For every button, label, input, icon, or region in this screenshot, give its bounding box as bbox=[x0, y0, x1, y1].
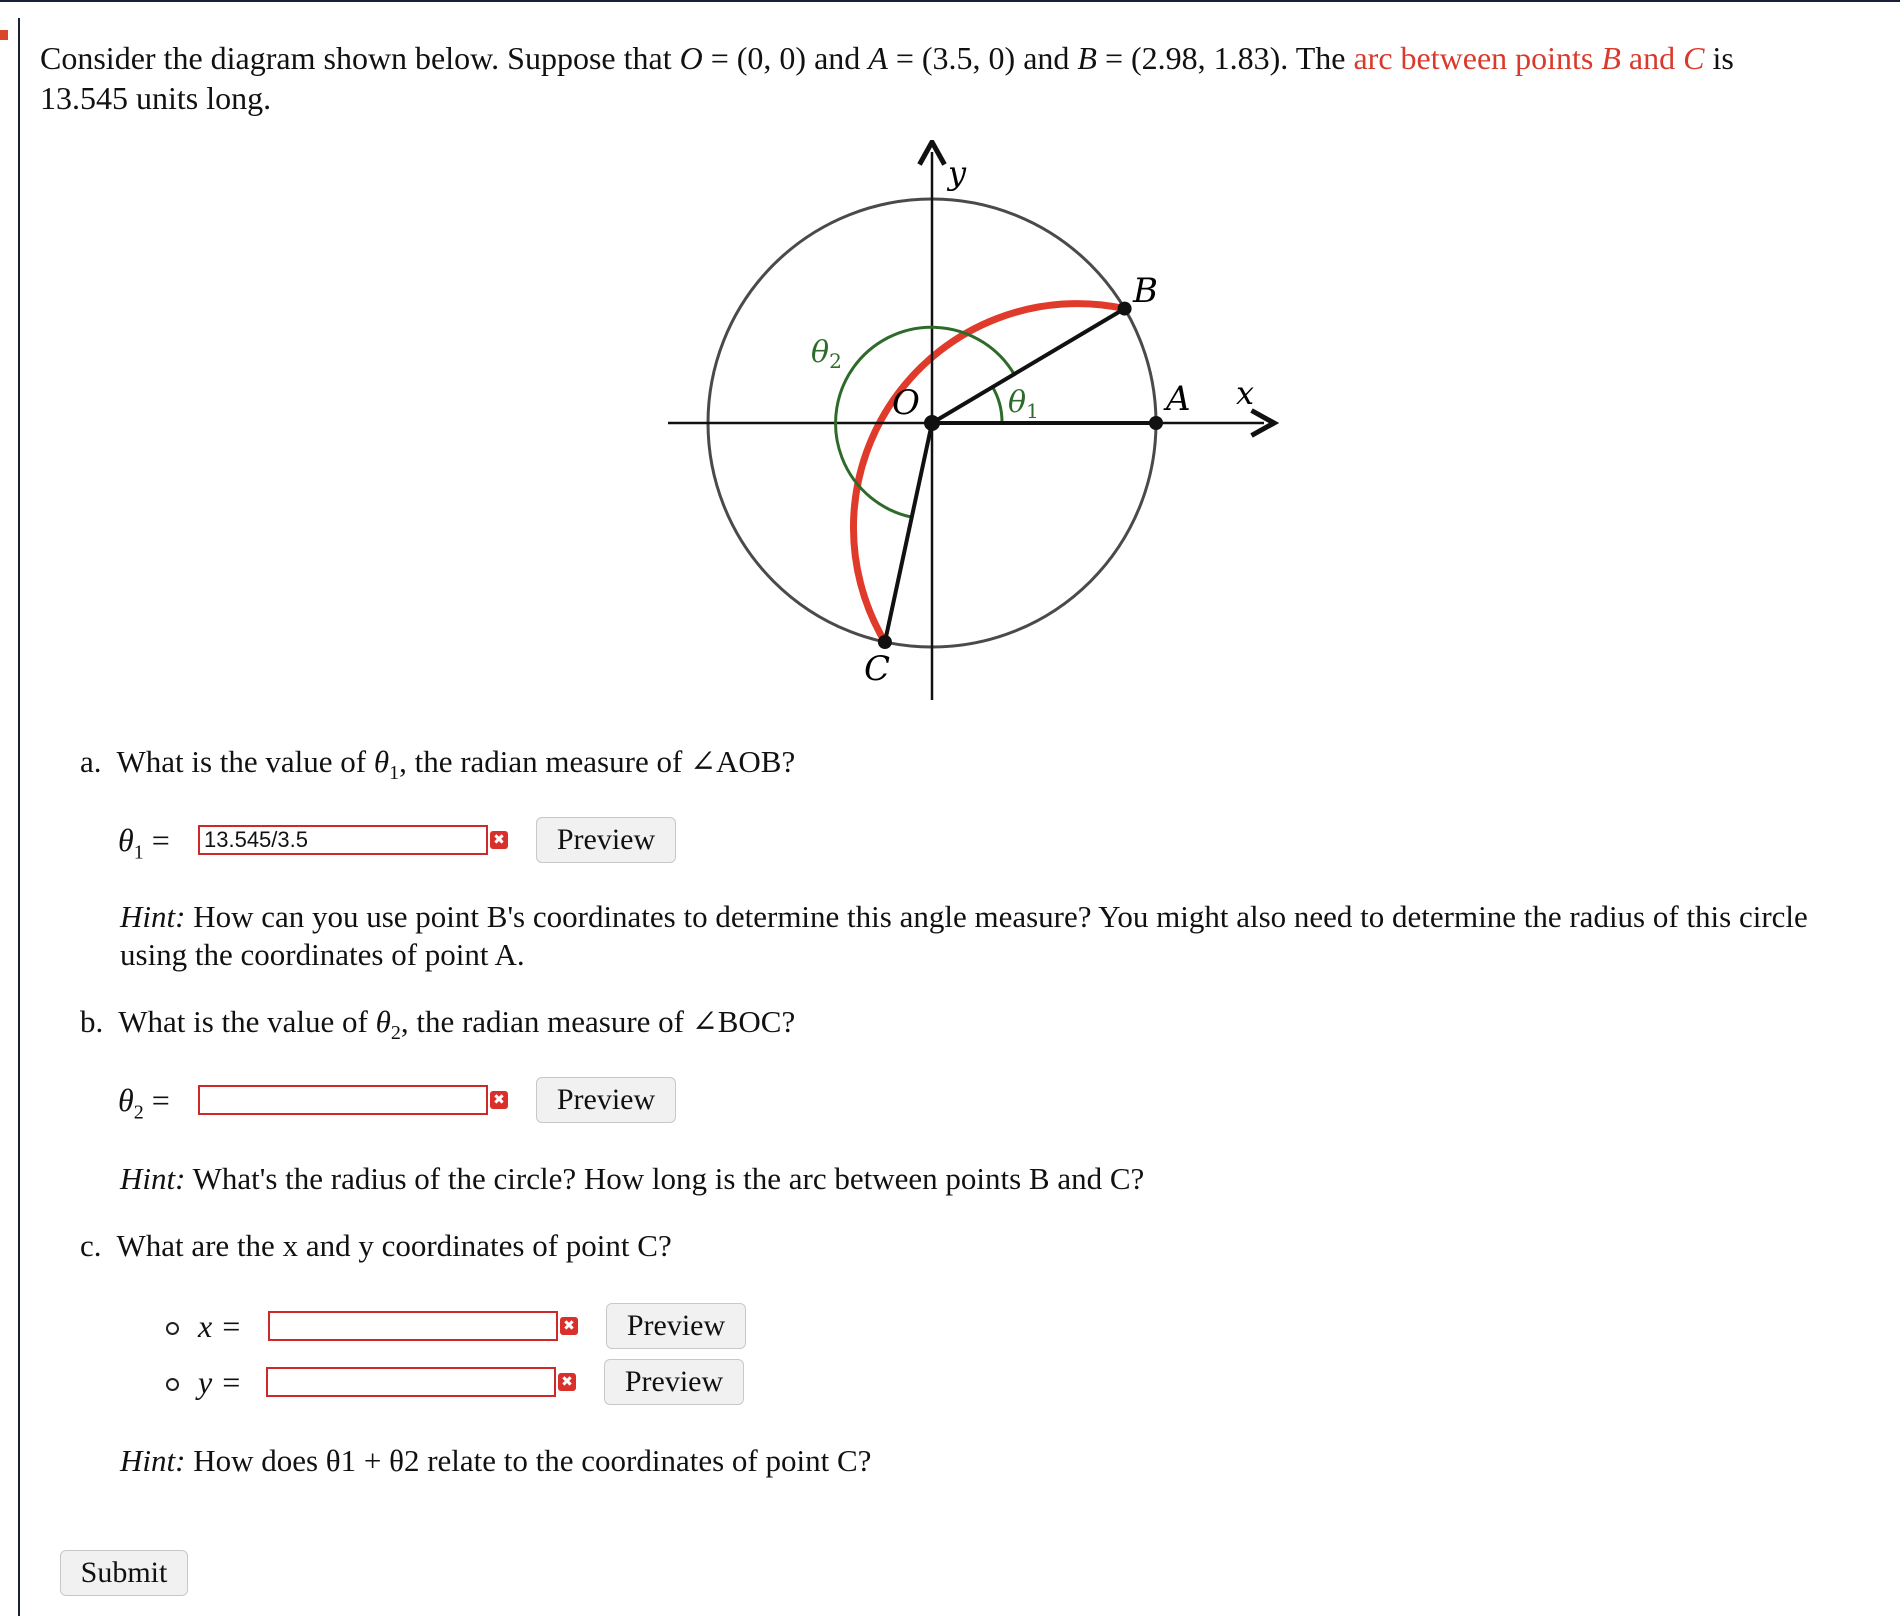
label-O: O bbox=[892, 383, 920, 423]
edge-marker bbox=[0, 30, 8, 40]
label-A: A bbox=[1166, 379, 1191, 419]
x-label: x = bbox=[198, 1308, 242, 1344]
problem-statement: Consider the diagram shown below. Suppose that O = (0, 0) and A = (3.5, 0) and B = (2.98, 1.83). The arc between points B and C is 13.545 units long. bbox=[40, 40, 1734, 116]
label-B: B bbox=[1133, 271, 1158, 311]
left-border bbox=[18, 18, 20, 1616]
question-b: b. What is the value of $\theta_2$, the radian measure of ∠BOC? bbox=[80, 1004, 796, 1045]
unit-circle-diagram bbox=[660, 140, 1280, 710]
y-label: y = bbox=[198, 1364, 242, 1400]
preview-button-b[interactable]: Preview bbox=[536, 1077, 676, 1123]
label-C: C bbox=[864, 649, 891, 689]
incorrect-icon: ✖ bbox=[558, 1373, 576, 1391]
preview-button-y[interactable]: Preview bbox=[604, 1359, 744, 1405]
preview-button-a[interactable]: Preview bbox=[536, 817, 676, 863]
hint-b: Hint: What's the radius of the circle? How long is the arc between points B and C? bbox=[120, 1161, 1145, 1196]
incorrect-icon: ✖ bbox=[490, 1091, 508, 1109]
theta1-equals: $\theta_1$ = bbox=[118, 822, 170, 864]
hint-a: Hint: How can you use point B's coordinates to determine this angle measure? You might also need to determine the radius of this circle using the coordinates of point A. bbox=[120, 899, 1808, 972]
y-coordinate-input[interactable] bbox=[266, 1367, 556, 1397]
top-border bbox=[0, 0, 1900, 2]
theta1-input[interactable] bbox=[198, 825, 488, 855]
theta2-input[interactable] bbox=[198, 1085, 488, 1115]
incorrect-icon: ✖ bbox=[490, 831, 508, 849]
question-a: a. What is the value of $\theta_1$, the radian measure of ∠AOB? bbox=[80, 744, 796, 785]
incorrect-icon: ✖ bbox=[560, 1317, 578, 1335]
label-x: x bbox=[1236, 374, 1255, 412]
label-y: y bbox=[948, 154, 967, 192]
label-theta1: $\theta_1$ bbox=[1008, 385, 1039, 423]
arc-description: arc between points B and C bbox=[1353, 40, 1705, 76]
bullet bbox=[166, 1322, 179, 1335]
point-O bbox=[924, 415, 940, 431]
point-A bbox=[1149, 416, 1163, 430]
hint-c: Hint: How does θ1 + θ2 relate to the coordinates of point C? bbox=[120, 1443, 872, 1478]
submit-button[interactable]: Submit bbox=[60, 1550, 188, 1596]
radius-OC bbox=[885, 423, 932, 642]
point-C bbox=[878, 635, 892, 649]
bullet bbox=[166, 1378, 179, 1391]
theta1-angle-arc bbox=[992, 386, 1002, 423]
point-B bbox=[1118, 302, 1132, 316]
question-c: c. What are the x and y coordinates of point C? bbox=[80, 1228, 672, 1263]
preview-button-x[interactable]: Preview bbox=[606, 1303, 746, 1349]
x-coordinate-input[interactable] bbox=[268, 1311, 558, 1341]
label-theta2: $\theta_2$ bbox=[811, 335, 842, 373]
theta2-equals: $\theta_2$ = bbox=[118, 1082, 170, 1124]
